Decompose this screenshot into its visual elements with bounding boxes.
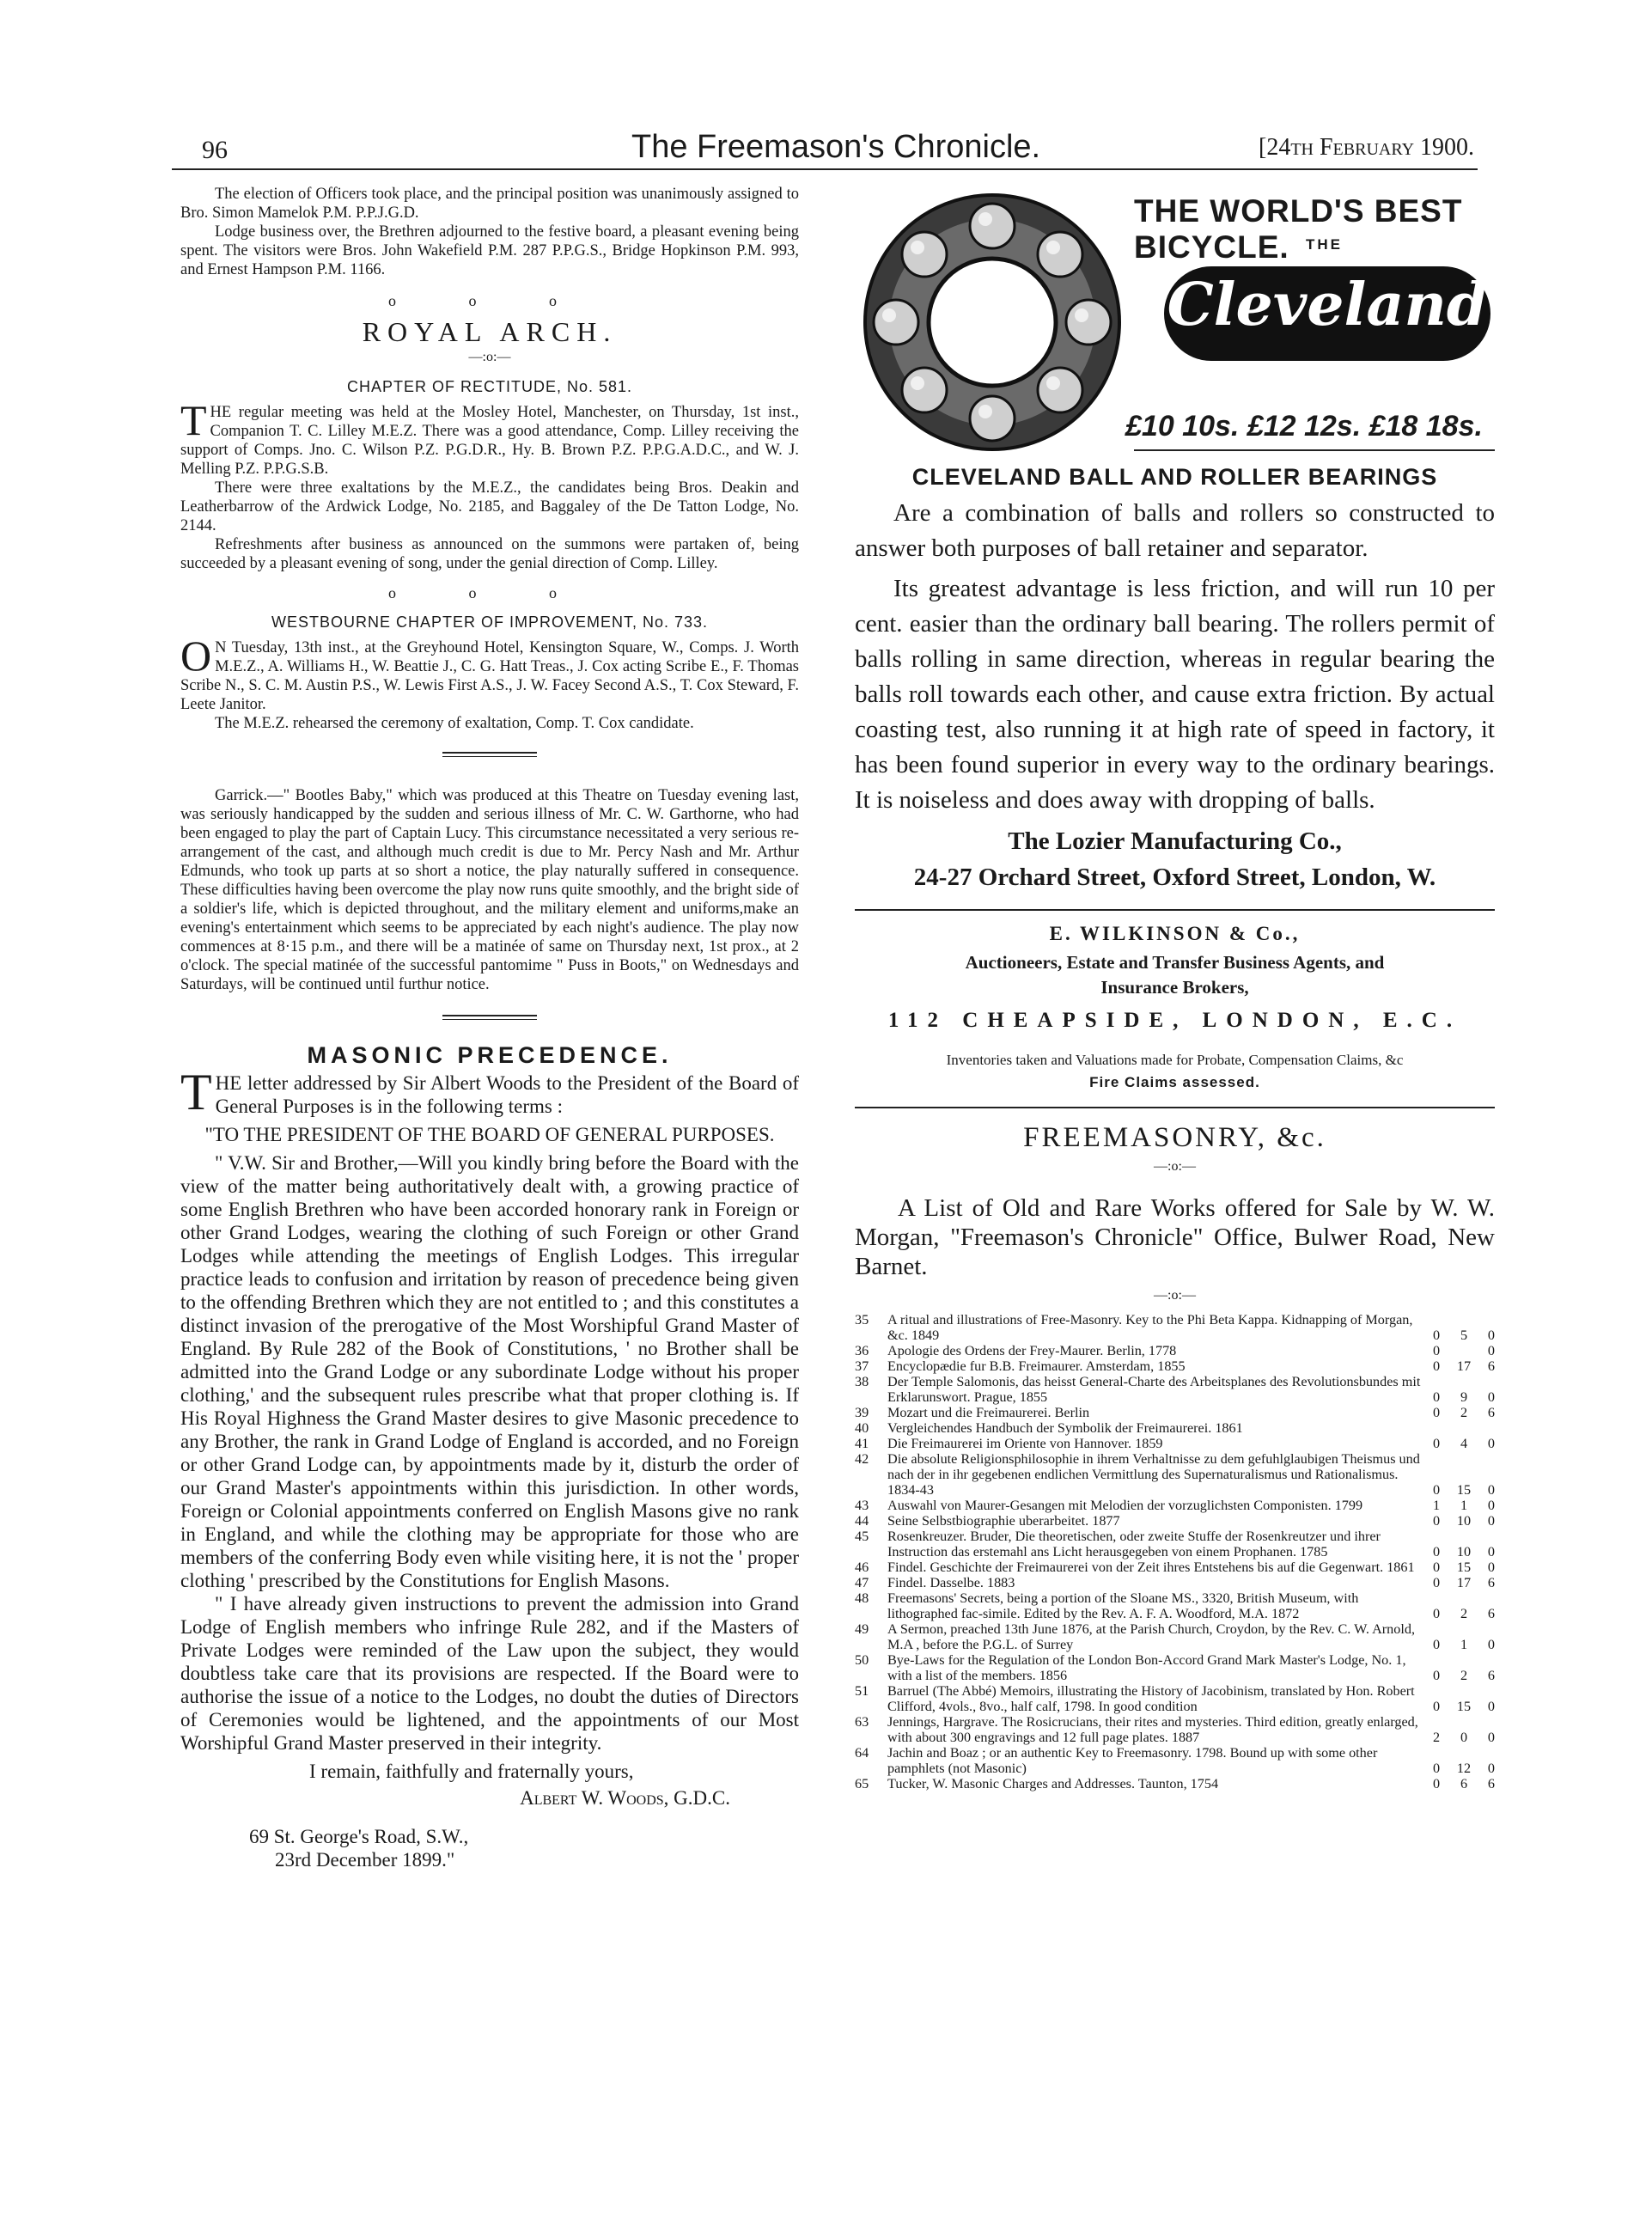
price-pounds: 0 bbox=[1433, 1358, 1441, 1374]
list-item bbox=[855, 1374, 1495, 1405]
lozier-address: 24-27 Orchard Street, Oxford Street, London, W. bbox=[913, 864, 1436, 891]
masonic-intro bbox=[180, 1064, 799, 1120]
westbourne-para bbox=[180, 632, 799, 714]
letter-date: 23rd December 1899." bbox=[275, 1849, 455, 1871]
price-shillings: 6 bbox=[1460, 1776, 1468, 1791]
price-pounds: 2 bbox=[1433, 1730, 1441, 1745]
section-dots: o o o bbox=[388, 292, 591, 309]
item-title: Rosenkreuzer. Bruder, Die theoretischen, oder zweite Stuffe der Rosenkreutzer und ihrer Instruction das erstemahl ans Licht herausgegeben von einem Prophanen. 1785 bbox=[887, 1529, 1381, 1560]
item-price bbox=[1433, 1498, 1495, 1513]
item-price bbox=[1433, 1358, 1495, 1374]
item-number: 41 bbox=[855, 1436, 869, 1451]
price-pence: 0 bbox=[1487, 1761, 1495, 1776]
item-price bbox=[1433, 1389, 1495, 1405]
item-price bbox=[1433, 1776, 1495, 1791]
price-shillings: 9 bbox=[1460, 1389, 1468, 1405]
price-shillings: 17 bbox=[1456, 1358, 1472, 1374]
list-item bbox=[855, 1343, 1495, 1358]
list-item bbox=[855, 1652, 1495, 1683]
section-rule bbox=[855, 909, 1495, 911]
chapter-rectitude-para: There were three exaltations by the M.E.Z., the candidates being Bros. Deakin and Leatherbarrow of the Ardwick Lodge, No. 2185, and Baggaley of the De Tatton Lodge, No. 2144. bbox=[180, 479, 799, 534]
price-pounds: 0 bbox=[1433, 1637, 1441, 1652]
item-price bbox=[1433, 1560, 1495, 1575]
section-rule bbox=[855, 1107, 1495, 1108]
item-number: 42 bbox=[855, 1451, 869, 1467]
price-shillings: 1 bbox=[1460, 1498, 1468, 1513]
item-title: Vergleichendes Handbuch der Symbolik der Freimaurerei. 1861 bbox=[887, 1420, 1243, 1436]
list-item bbox=[855, 1529, 1495, 1560]
list-item bbox=[855, 1590, 1495, 1621]
item-price bbox=[1433, 1699, 1495, 1714]
drop-cap: T bbox=[180, 1064, 212, 1120]
price-shillings: 10 bbox=[1456, 1513, 1472, 1529]
list-item bbox=[855, 1714, 1495, 1745]
price-pence: 0 bbox=[1487, 1730, 1495, 1745]
item-price bbox=[1433, 1343, 1495, 1358]
intro-paragraph: The election of Officers took place, and the principal position was unanimously assigned to Bro. Simon Mamelok P.M. P.P.J.G.D. bbox=[180, 186, 799, 222]
section-dots: o o o bbox=[388, 584, 591, 601]
price-pence: 0 bbox=[1487, 1328, 1495, 1343]
masonic-letter-para: " V.W. Sir and Brother,—Will you kindly bring before the Board with the view of the matter being authoritatively dealt with, a growing practice of some English Brethren who have been accorded honorary rank in Foreign or other Grand Lodges, wearing the clothing of such Foreign or other Grand Lodges while attending the meetings of English Lodges. This irregular practice leads to confusion and irritation by reason of precedence being given to the offending Brethren which they are not entitled to ; and this constitutes a distinct invasion of the prerogative of the Most Worshipful Grand Master of England. By Rule 282 of the Book of Constitutions, ' no Brother shall be admitted into the Grand Lodge or any subordinate Lodge without his proper clothing,' and the subsequent rules prescribe what that proper clothing is. If His Royal Highness the Grand Master desires to give Masonic precedence to any Brother, the rank in Grand Lodge of England is accorded, and no Foreign or other Grand Lodge can, by appointments made by it, disturb the order of our Grand Master's appointments within this jurisdiction. In other words, Foreign or Colonial appointments conferred on English Masons give no rank in England, and while the clothing may be appropriate for those who are members of the conferring Body even while visiting here, it is not the ' proper clothing ' prescribed by the Constitutions for English Masons. bbox=[180, 1152, 799, 1591]
item-number: 47 bbox=[855, 1575, 869, 1590]
price-pence: 0 bbox=[1487, 1637, 1495, 1652]
item-price bbox=[1433, 1328, 1495, 1343]
price-pence: 0 bbox=[1487, 1498, 1495, 1513]
masonic-letter-heading: "TO THE PRESIDENT OF THE BOARD OF GENERAL PURPOSES. bbox=[204, 1124, 775, 1145]
price-pence: 6 bbox=[1487, 1606, 1495, 1621]
list-item bbox=[855, 1358, 1495, 1374]
item-number: 45 bbox=[855, 1529, 869, 1544]
list-item bbox=[855, 1451, 1495, 1498]
item-number: 64 bbox=[855, 1745, 869, 1761]
item-price bbox=[1433, 1513, 1495, 1529]
royal-arch-heading: ROYAL ARCH. bbox=[362, 316, 618, 347]
item-price bbox=[1433, 1544, 1495, 1560]
separator: —:o:— bbox=[468, 350, 511, 364]
list-item bbox=[855, 1436, 1495, 1451]
price-shillings: 17 bbox=[1456, 1575, 1472, 1590]
item-number: 51 bbox=[855, 1683, 869, 1699]
list-intro: A List of Old and Rare Works offered for Sale by W. W. Morgan, "Freemason's Chronicle" Office, Bulwer Road, New Barnet. bbox=[855, 1194, 1495, 1280]
price-pounds: 0 bbox=[1433, 1560, 1441, 1575]
item-title: A ritual and illustrations of Free-Masonry. Key to the Phi Beta Kappa. Kidnapping of Morgan, &c. 1849 bbox=[887, 1312, 1413, 1343]
ad-headline: THE WORLD'S BEST BICYCLE. bbox=[1134, 193, 1463, 265]
bearings-para: Are a combination of balls and rollers so constructed to answer both purposes of ball retainer and separator. bbox=[855, 499, 1495, 562]
inventories-note: Inventories taken and Valuations made for Probate, Compensation Claims, &c bbox=[946, 1052, 1404, 1068]
item-number: 36 bbox=[855, 1343, 869, 1358]
item-price bbox=[1433, 1482, 1495, 1498]
item-title: Die Freimaurerei im Oriente von Hannover. 1859 bbox=[887, 1436, 1163, 1451]
item-price bbox=[1433, 1637, 1495, 1652]
item-title: Der Temple Salomonis, das heisst General-Charte des Arbeitsplanes des Revolutionsbundes mit Erklarunswort. Prague, 1855 bbox=[887, 1374, 1421, 1405]
price-shillings: 5 bbox=[1460, 1328, 1468, 1343]
price-pence: 6 bbox=[1487, 1575, 1495, 1590]
price-pence: 0 bbox=[1487, 1544, 1495, 1560]
bicycle-advertisement bbox=[855, 185, 1495, 468]
drop-cap: T bbox=[180, 396, 207, 444]
item-price bbox=[1433, 1730, 1495, 1745]
price-pounds: 0 bbox=[1433, 1776, 1441, 1791]
item-title: Mozart und die Freimaurerei. Berlin bbox=[887, 1405, 1090, 1420]
list-item bbox=[855, 1776, 1495, 1791]
header-rule bbox=[172, 168, 1478, 170]
price-pounds: 0 bbox=[1433, 1436, 1441, 1451]
item-price bbox=[1433, 1668, 1495, 1683]
price-pounds: 0 bbox=[1433, 1389, 1441, 1405]
item-title: Freemasons' Secrets, being a portion of the Sloane MS., 3320, British Museum, with lithographed fac-simile. Edited by the Rev. A. F. A. Woodford, M.A. 1872 bbox=[887, 1590, 1359, 1621]
price-pounds: 0 bbox=[1433, 1328, 1441, 1343]
list-item bbox=[855, 1621, 1495, 1652]
freemasonry-heading: FREEMASONRY, &c. bbox=[1023, 1122, 1326, 1153]
item-number: 44 bbox=[855, 1513, 869, 1529]
item-number: 43 bbox=[855, 1498, 869, 1513]
price-pounds: 0 bbox=[1433, 1606, 1441, 1621]
westbourne-chapter-heading: WESTBOURNE CHAPTER OF IMPROVEMENT, No. 733. bbox=[271, 613, 709, 631]
price-pence: 6 bbox=[1487, 1776, 1495, 1791]
item-title: Encyclopædie fur B.B. Freimaurer. Amsterdam, 1855 bbox=[887, 1358, 1186, 1374]
item-title: A Sermon, preached 13th June 1876, at the Parish Church, Croydon, by the Rev. C. W. Arnold, M.A , before the P.G.L. of Surrey bbox=[887, 1621, 1415, 1652]
westbourne-para: The M.E.Z. rehearsed the ceremony of exaltation, Comp. T. Cox candidate. bbox=[215, 715, 694, 732]
price-shillings: 15 bbox=[1456, 1560, 1472, 1575]
price-shillings: 15 bbox=[1456, 1699, 1472, 1714]
price-pounds: 0 bbox=[1433, 1482, 1441, 1498]
item-price bbox=[1433, 1436, 1495, 1451]
price-shillings: 0 bbox=[1460, 1730, 1468, 1745]
price-pence: 0 bbox=[1487, 1513, 1495, 1529]
price-pounds: 1 bbox=[1433, 1498, 1441, 1513]
item-price bbox=[1433, 1761, 1495, 1776]
bearings-body bbox=[855, 496, 1495, 818]
masonic-intro-text: HE letter addressed by Sir Albert Woods to the President of the Board of General Purposes is in the following terms : bbox=[215, 1072, 799, 1117]
wilkinson-name: E. WILKINSON & Co., bbox=[1049, 923, 1301, 944]
price-pence: 0 bbox=[1487, 1436, 1495, 1451]
bearings-advertisement bbox=[855, 464, 1495, 1791]
price-shillings: 4 bbox=[1460, 1436, 1468, 1451]
price-pence: 0 bbox=[1487, 1343, 1495, 1358]
price-shillings: 12 bbox=[1456, 1761, 1472, 1776]
price-shillings: 10 bbox=[1456, 1544, 1472, 1560]
item-title: Barruel (The Abbé) Memoirs, illustrating the History of Jacobinism, translated by Hon. Robert Clifford, 4vols., 8vo., half calf, 1798. In good condition bbox=[887, 1683, 1415, 1714]
item-title: Auswahl von Maurer-Gesangen mit Melodien der vorzuglichsten Componisten. 1799 bbox=[887, 1498, 1363, 1513]
item-price bbox=[1433, 1405, 1495, 1420]
item-title: Jachin and Boaz ; or an authentic Key to Freemasonry. 1798. Bound up with some other pamphlets (not Masonic) bbox=[887, 1745, 1378, 1776]
price-pounds: 0 bbox=[1433, 1544, 1441, 1560]
item-title: Jennings, Hargrave. The Rosicrucians, their rites and mysteries. Third edition, greatly enlarged, with about 300 engravings and 12 full page plates. 1887 bbox=[887, 1714, 1418, 1745]
price-pence: 0 bbox=[1487, 1482, 1495, 1498]
price-shillings: 1 bbox=[1460, 1637, 1468, 1652]
price-shillings: 2 bbox=[1460, 1606, 1468, 1621]
intro-paragraph: Lodge business over, the Brethren adjourned to the festive board, a pleasant evening being spent. The visitors were Bros. John Wakefield P.M. 287 P.P.G.S., Bridge Hopkinson P.M. 993, and Ernest Hampson P.M. 1166. bbox=[180, 223, 799, 278]
drop-cap: O bbox=[180, 632, 212, 680]
ad-the: THE bbox=[1306, 236, 1343, 253]
masonic-letter-para: " I have already given instructions to prevent the admission into Grand Lodge of English members who infringe Rule 282, and if the Masters of Private Lodges were reminded of the Law upon the subject, they would doubtless take care that its provisions are respected. If the Board were to authorise the issue of a notice to the Lodges, no doubt the duties of Directors of Ceremonies would be lightened, and the appointments of our Most Worshipful Grand Master preserved in their integrity. bbox=[180, 1593, 799, 1754]
page-number: 96 bbox=[202, 136, 228, 164]
chapter-rectitude-para: Refreshments after business as announced on the summons were partaken of, being succeeded by a pleasant evening of song, under the genial direction of Comp. Lilley. bbox=[180, 536, 799, 572]
chapter-rectitude-heading: CHAPTER OF RECTITUDE, No. 581. bbox=[346, 378, 633, 395]
item-number: 48 bbox=[855, 1590, 869, 1606]
item-title: Seine Selbstbiographie uberarbeitet. 1877 bbox=[887, 1513, 1120, 1529]
price-pounds: 0 bbox=[1433, 1343, 1441, 1358]
bearing-ring-illustration bbox=[855, 185, 1138, 460]
item-number: 35 bbox=[855, 1312, 869, 1328]
price-pence: 0 bbox=[1487, 1389, 1495, 1405]
bearings-heading: CLEVELAND BALL AND ROLLER BEARINGS bbox=[911, 464, 1438, 490]
left-column bbox=[180, 185, 799, 1871]
item-number: 37 bbox=[855, 1358, 869, 1374]
item-number: 50 bbox=[855, 1652, 869, 1668]
price-pence: 6 bbox=[1487, 1668, 1495, 1683]
double-rule bbox=[180, 1015, 799, 1020]
item-title: Findel. Geschichte der Freimaurerei von der Zeit ihres Entstehens bis auf die Gegenwart. 1861 bbox=[887, 1560, 1415, 1575]
chapter-rectitude-text: HE regular meeting was held at the Mosley Hotel, Manchester, on Thursday, 1st inst., Companion T. C. Lilley M.E.Z. There was a good attendance, Comp. Lilley receiving the support of Comps. Jno. C. Wilson P.Z. P.G.D.R., Hy. B. Brown P.Z. P.P.G.A.D.C., and W. J. Melling P.Z. P.P.G.S.B. bbox=[180, 404, 799, 478]
list-item bbox=[855, 1745, 1495, 1776]
item-number: 39 bbox=[855, 1405, 869, 1420]
price-pence: 6 bbox=[1487, 1358, 1495, 1374]
price-pounds: 0 bbox=[1433, 1668, 1441, 1683]
masonic-precedence-heading: MASONIC PRECEDENCE. bbox=[307, 1042, 673, 1068]
price-shillings: 2 bbox=[1460, 1668, 1468, 1683]
ad-prices: £10 10s. £12 12s. £18 18s. bbox=[1125, 410, 1483, 443]
book-list bbox=[855, 1312, 1495, 1791]
item-price bbox=[1433, 1606, 1495, 1621]
price-pence: 0 bbox=[1487, 1699, 1495, 1714]
item-title: Findel. Dasselbe. 1883 bbox=[887, 1575, 1015, 1590]
brand-logo: Cleveland bbox=[1167, 271, 1488, 339]
price-pounds: 0 bbox=[1433, 1761, 1441, 1776]
publication-title: The Freemason's Chronicle. bbox=[631, 129, 1041, 165]
garrick-paragraph: Garrick.—" Bootles Baby," which was produced at this Theatre on Tuesday evening last, was seriously handicapped by the sudden and serious illness of Mr. C. W. Garthorne, who had been engaged to play the part of Captain Lucy. This circumstance necessitated a very serious re-arrangement of the cast, and although much credit is due to Mr. Percy Nash and Mr. Arthur Edmunds, who took up parts at so short a notice, the play naturally suffered in consequence. These difficulties having been overcome the play now runs quite smoothly, and the bright side of a soldier's life, which is depicted throughout, and the military element and uniforms,make an evening's entertainment which seems to be appreciated by each night's audience. The play now commences at 8·15 p.m., and there will be a matinée of same on Thursday next, 1st prox., at 2 o'clock. The special matinée of the successful pantomime " Puss in Boots," on Wednesdays and Saturdays, will be continued until furthur notice. bbox=[180, 787, 799, 993]
list-item bbox=[855, 1420, 1495, 1436]
wilkinson-address: 112 CHEAPSIDE, LONDON, E.C. bbox=[887, 1009, 1462, 1032]
closing-line: I remain, faithfully and fraternally yours, bbox=[309, 1761, 634, 1782]
westbourne-text: N Tuesday, 13th inst., at the Greyhound Hotel, Kensington Square, W., Comps. J. Worth M.E.Z., A. Williams H., W. Beattie J., C. G. Hatt Treas., J. Cox acting Scribe E., F. Thomas Scribe N., S. C. M. Austin P.S., W. Lewis First A.S., J. W. Facey Second A.S., T. Cox Steward, F. Leete Janitor. bbox=[180, 639, 799, 713]
list-item bbox=[855, 1513, 1495, 1529]
item-title: Tucker, W. Masonic Charges and Addresses. Taunton, 1754 bbox=[887, 1776, 1219, 1791]
item-number: 65 bbox=[855, 1776, 869, 1791]
list-item bbox=[855, 1560, 1495, 1575]
lozier-company: The Lozier Manufacturing Co., bbox=[1008, 827, 1342, 855]
item-number: 46 bbox=[855, 1560, 869, 1575]
item-title: Bye-Laws for the Regulation of the London Bon-Accord Grand Mark Master's Lodge, No. 1, with a list of the members. 1856 bbox=[887, 1652, 1406, 1683]
letter-address: 69 St. George's Road, S.W., bbox=[249, 1826, 469, 1847]
list-item bbox=[855, 1312, 1495, 1343]
signature: Albert W. Woods, G.D.C. bbox=[520, 1787, 730, 1809]
item-number: 40 bbox=[855, 1420, 869, 1436]
double-rule bbox=[180, 752, 799, 757]
price-pounds: 0 bbox=[1433, 1405, 1441, 1420]
list-item bbox=[855, 1683, 1495, 1714]
list-item bbox=[855, 1405, 1495, 1420]
issue-date: [24th February 1900. bbox=[1259, 134, 1475, 161]
bearings-para: Its greatest advantage is less friction, and will run 10 per cent. easier than the ordinary ball bearing. The rollers permit of balls rolling in same direction, whereas in regular bearing the balls roll towards each other, and cause extra friction. By actual coasting test, also running it at high rate of speed in factory, it has been found superior in every way to the ordinary bearings. It is noiseless and does away with dropping of balls. bbox=[855, 575, 1495, 814]
price-pounds: 0 bbox=[1433, 1699, 1441, 1714]
separator: —:o:— bbox=[1154, 1288, 1196, 1303]
item-number: 49 bbox=[855, 1621, 869, 1637]
price-pence: 0 bbox=[1487, 1560, 1495, 1575]
item-title: Apologie des Ordens der Frey-Maurer. Berlin, 1778 bbox=[887, 1343, 1177, 1358]
wilkinson-desc: Insurance Brokers, bbox=[1100, 977, 1249, 998]
fire-claims: Fire Claims assessed. bbox=[1089, 1074, 1260, 1090]
wilkinson-desc: Auctioneers, Estate and Transfer Business Agents, and bbox=[965, 952, 1385, 973]
list-item bbox=[855, 1575, 1495, 1590]
prices-rule bbox=[1134, 449, 1495, 451]
chapter-rectitude-para bbox=[180, 396, 799, 479]
item-title: Die absolute Religionsphilosophie in ihrem Verhaltnisse zu dem gefuhlglaubigen Theismus und nach der in ihr gegebenen endlichen Vermittlung des Supernaturalismus und Rationalismus. 1834-43 bbox=[887, 1451, 1420, 1498]
price-shillings: 15 bbox=[1456, 1482, 1472, 1498]
separator: —:o:— bbox=[1154, 1159, 1196, 1174]
price-pence: 6 bbox=[1487, 1405, 1495, 1420]
item-number: 38 bbox=[855, 1374, 869, 1389]
price-pounds: 0 bbox=[1433, 1513, 1441, 1529]
price-shillings: 2 bbox=[1460, 1405, 1468, 1420]
item-price bbox=[1433, 1575, 1495, 1590]
item-number: 63 bbox=[855, 1714, 869, 1730]
price-pounds: 0 bbox=[1433, 1575, 1441, 1590]
list-item bbox=[855, 1498, 1495, 1513]
